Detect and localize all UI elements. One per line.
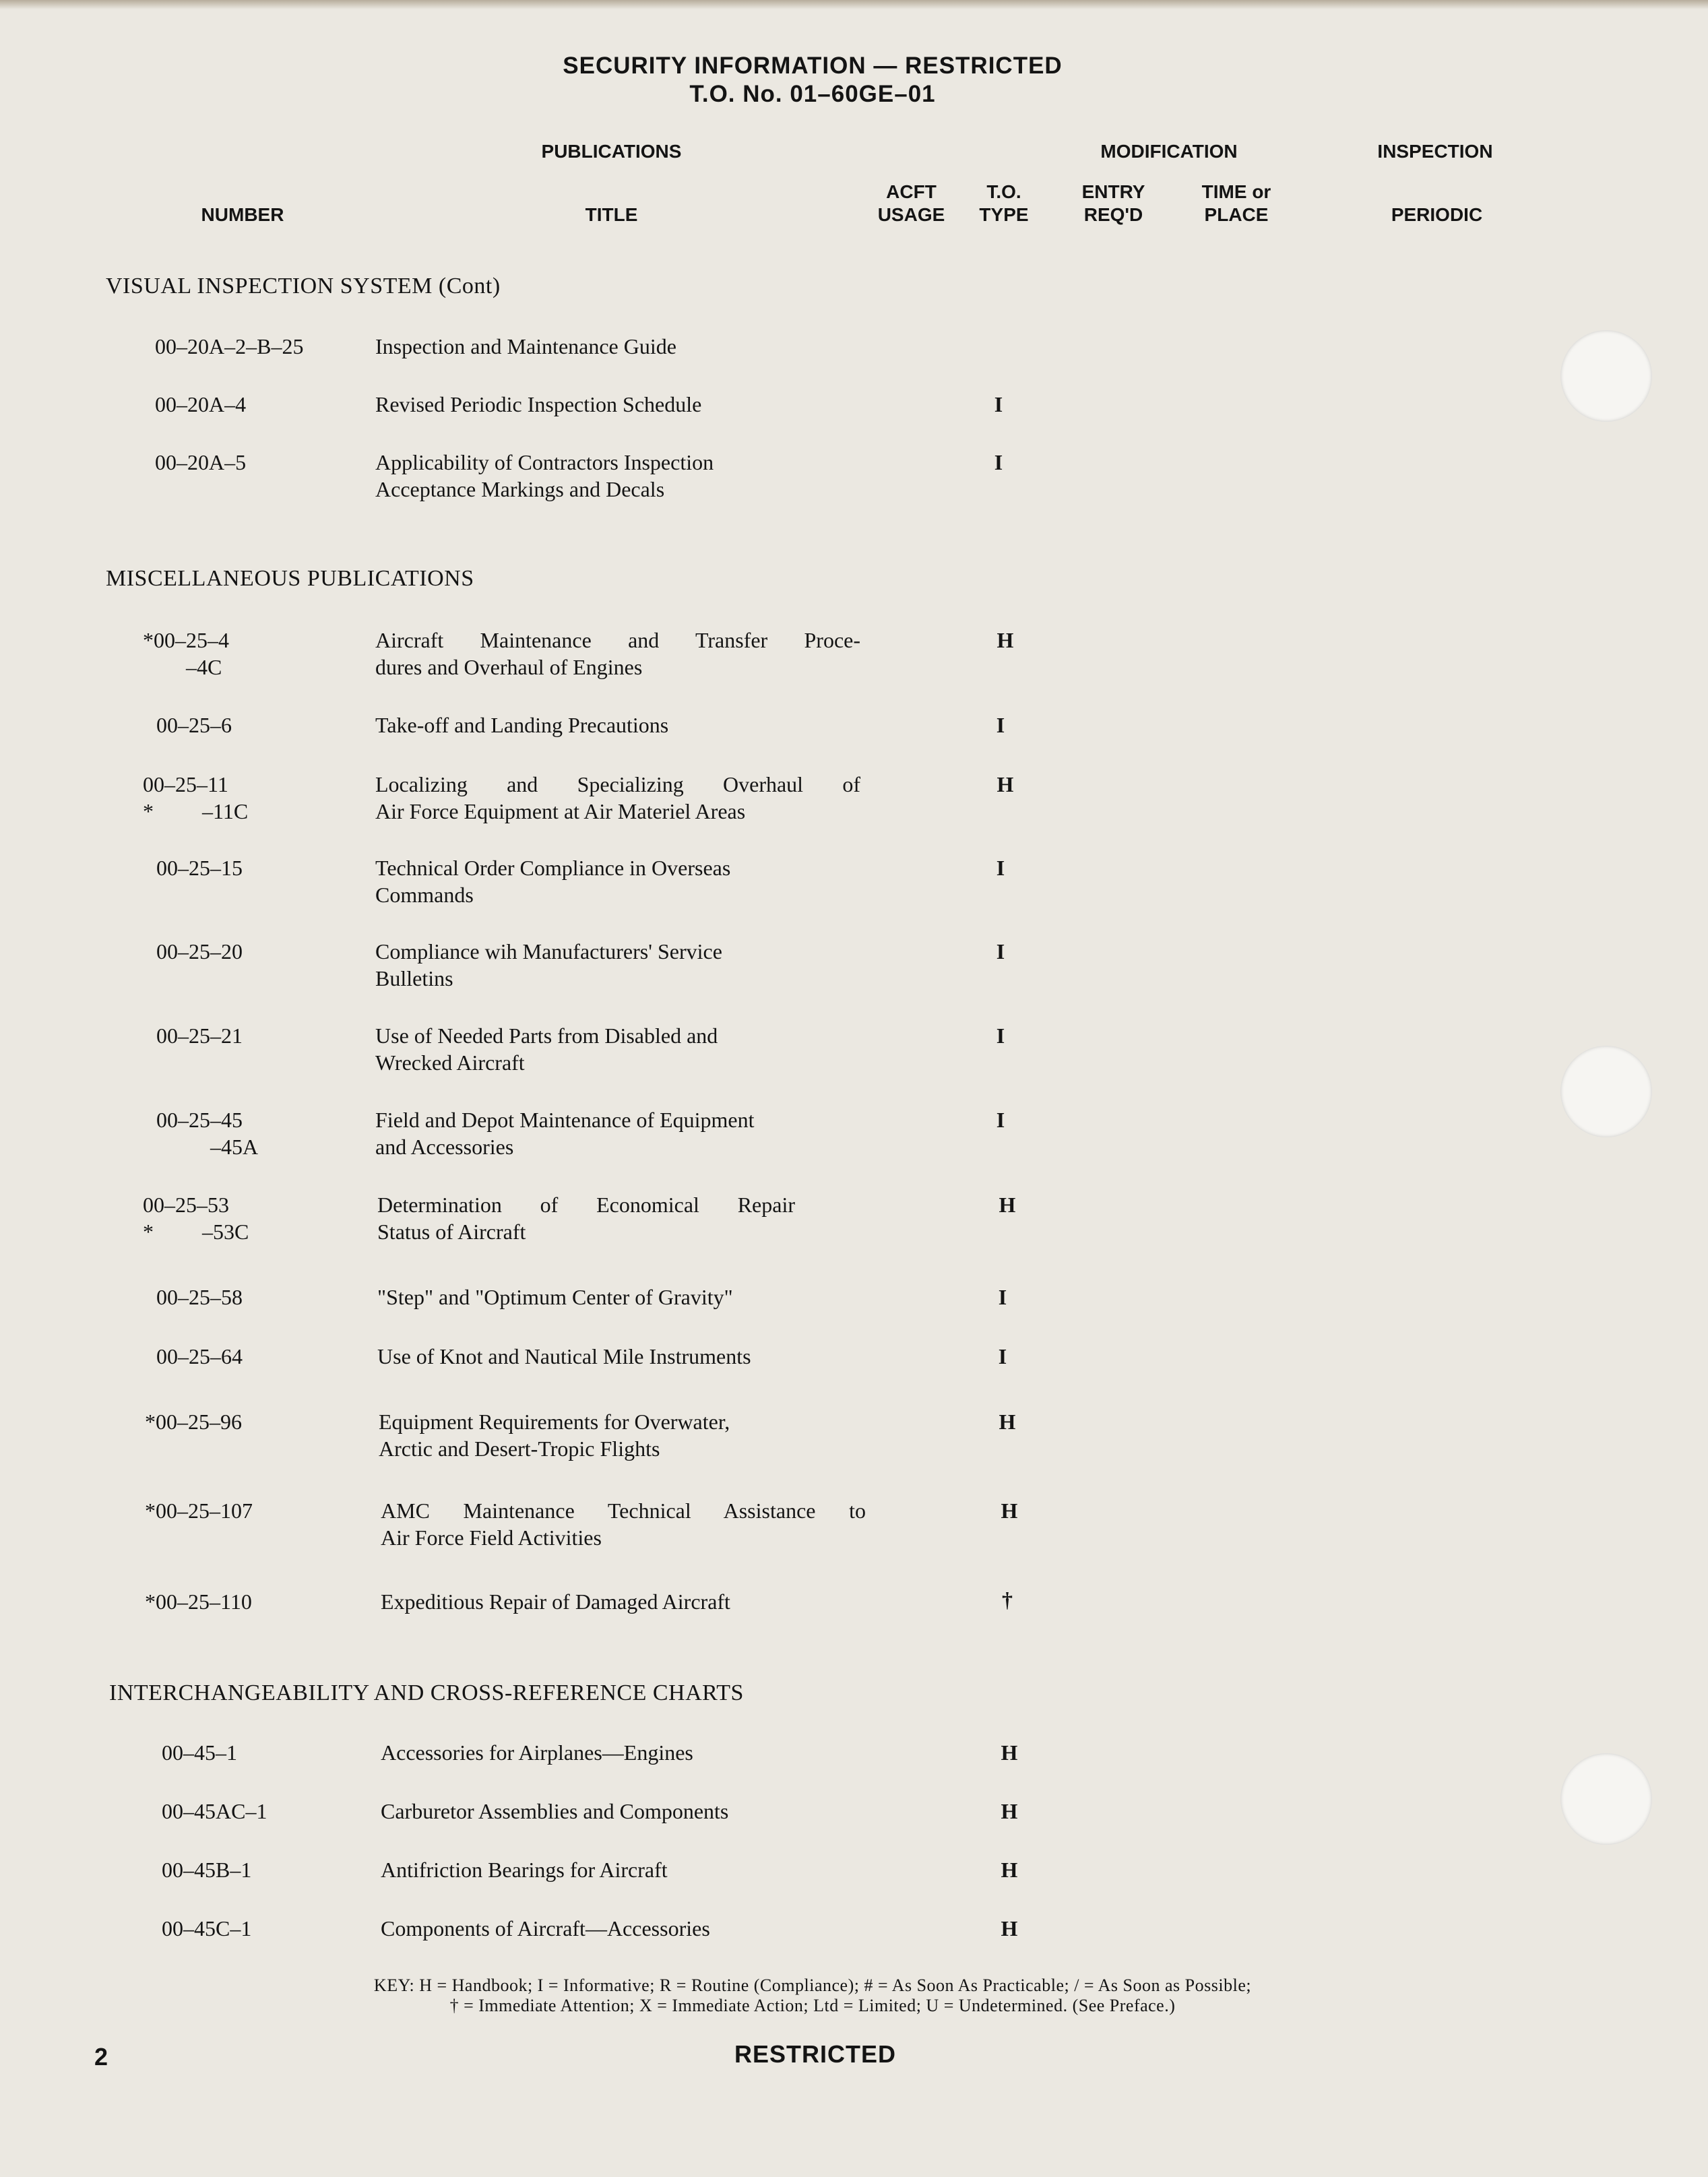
publication-title: Antifriction Bearings for Aircraft: [381, 1858, 668, 1882]
col-header-to-type: T.O. TYPE: [979, 181, 1029, 225]
publication-number: 00–20A–4: [155, 392, 247, 416]
publication-title: Components of Aircraft—Accessories: [381, 1916, 710, 1941]
binder-hole: [1560, 330, 1652, 422]
col-header-acft-usage: ACFT USAGE: [877, 181, 945, 225]
publication-number: 00–20A–2–B–25: [155, 334, 304, 358]
col-header-inspection: INSPECTION: [1377, 141, 1493, 162]
section-heading: MISCELLANEOUS PUBLICATIONS: [106, 566, 474, 591]
publication-title: Accessories for Airplanes—Engines: [381, 1740, 693, 1765]
publication-title: Localizing and Specializing Overhaul of Air Force Equipment at Air Materiel Areas: [375, 772, 860, 823]
to-type-value: H: [1001, 1858, 1018, 1882]
publication-number: 00–45–1: [162, 1740, 237, 1765]
to-type-value: H: [999, 1193, 1016, 1217]
to-type-value: I: [996, 1023, 1005, 1048]
to-type-value: H: [1001, 1740, 1018, 1765]
to-type-value: †: [1002, 1587, 1013, 1612]
publication-title: Technical Order Compliance in Overseas Commands: [375, 856, 731, 907]
to-type-value: I: [996, 713, 1005, 737]
col-header-periodic: PERIODIC: [1391, 204, 1483, 225]
publication-number: 00–45C–1: [162, 1916, 252, 1941]
publication-title: "Step" and "Optimum Center of Gravity": [377, 1285, 733, 1309]
col-header-number: NUMBER: [201, 204, 284, 225]
publication-title: Use of Needed Parts from Disabled and Wrecked Aircraft: [375, 1023, 718, 1075]
publication-number: 00–25–21: [156, 1023, 243, 1048]
to-type-value: H: [1001, 1498, 1018, 1523]
col-header-publications: PUBLICATIONS: [541, 141, 682, 162]
publication-number: *00–25–110: [145, 1589, 252, 1614]
footer-classification: RESTRICTED: [734, 2040, 896, 2068]
publication-title: Carburetor Assemblies and Components: [381, 1799, 729, 1823]
publication-title: AMC Maintenance Technical Assistance to Air Force Field Activities: [381, 1498, 866, 1550]
publication-number: 00–25–6: [156, 713, 232, 737]
col-header-modification: MODIFICATION: [1100, 141, 1238, 162]
publication-title: Equipment Requirements for Overwater, Arctic and Desert-Tropic Flights: [379, 1410, 730, 1461]
to-type-value: H: [997, 772, 1014, 796]
technical-order-number: T.O. No. 01–60GE–01: [689, 81, 936, 107]
publication-title: Inspection and Maintenance Guide: [375, 334, 676, 358]
publication-title: Applicability of Contractors Inspection Acceptance Markings and Decals: [375, 450, 714, 501]
publication-title: Determination of Economical Repair Status of Aircraft: [377, 1193, 795, 1244]
page-number: 2: [94, 2043, 108, 2071]
publication-number: 00–45AC–1: [162, 1799, 267, 1823]
binder-hole: [1560, 1046, 1652, 1137]
publication-number: 00–25–11 * –11C: [143, 772, 249, 823]
to-type-value: I: [996, 856, 1005, 880]
section-heading: VISUAL INSPECTION SYSTEM (Cont): [106, 274, 501, 298]
legend-key-line-2: † = Immediate Attention; X = Immediate Action; Ltd = Limited; U = Undetermined. (See Preface.): [449, 1996, 1176, 2015]
publication-number: *00–25–96: [145, 1410, 242, 1434]
security-header: SECURITY INFORMATION — RESTRICTED: [563, 53, 1063, 79]
publication-number: 00–25–58: [156, 1285, 243, 1309]
publication-title: Use of Knot and Nautical Mile Instruments: [377, 1344, 751, 1368]
publication-title: Expeditious Repair of Damaged Aircraft: [381, 1589, 730, 1614]
to-type-value: I: [996, 1108, 1005, 1132]
to-type-value: I: [994, 450, 1003, 474]
to-type-value: H: [997, 628, 1014, 652]
binder-hole: [1560, 1753, 1652, 1845]
publication-number: 00–25–15: [156, 856, 243, 880]
to-type-value: I: [998, 1344, 1007, 1368]
section-heading: INTERCHANGEABILITY AND CROSS-REFERENCE CHARTS: [109, 1680, 744, 1705]
publication-title: Take-off and Landing Precautions: [375, 713, 669, 737]
to-type-value: I: [998, 1285, 1007, 1309]
publication-number: 00–45B–1: [162, 1858, 252, 1882]
to-type-value: H: [999, 1410, 1016, 1434]
to-type-value: H: [1001, 1916, 1018, 1941]
publication-number: *00–25–107: [145, 1498, 253, 1523]
legend-key-line-1: KEY: H = Handbook; I = Informative; R = Routine (Compliance); # = As Soon As Practicable; / = As Soon as Possible;: [373, 1976, 1252, 1995]
to-type-value: I: [994, 392, 1003, 416]
publication-number: 00–20A–5: [155, 450, 247, 474]
publication-number: 00–25–64: [156, 1344, 243, 1368]
publication-title: Aircraft Maintenance and Transfer Proce- dures and Overhaul of Engines: [375, 628, 860, 679]
col-header-time-or-place: TIME or PLACE: [1201, 181, 1271, 225]
publication-title: Field and Depot Maintenance of Equipment and Accessories: [375, 1108, 755, 1159]
page-edge-shadow: [0, 0, 1708, 9]
col-header-entry-reqd: ENTRY REQ'D: [1081, 181, 1145, 225]
publication-title: Revised Periodic Inspection Schedule: [375, 392, 702, 416]
publication-number: 00–25–45 –45A: [156, 1108, 259, 1159]
to-type-value: I: [996, 939, 1005, 964]
publication-title: Compliance wih Manufacturers' Service Bulletins: [375, 939, 722, 990]
to-type-value: H: [1001, 1799, 1018, 1823]
col-header-title: TITLE: [585, 204, 638, 225]
publication-number: 00–25–53 * –53C: [143, 1193, 249, 1244]
publication-number: *00–25–4 –4C: [143, 628, 229, 679]
publication-number: 00–25–20: [156, 939, 243, 964]
